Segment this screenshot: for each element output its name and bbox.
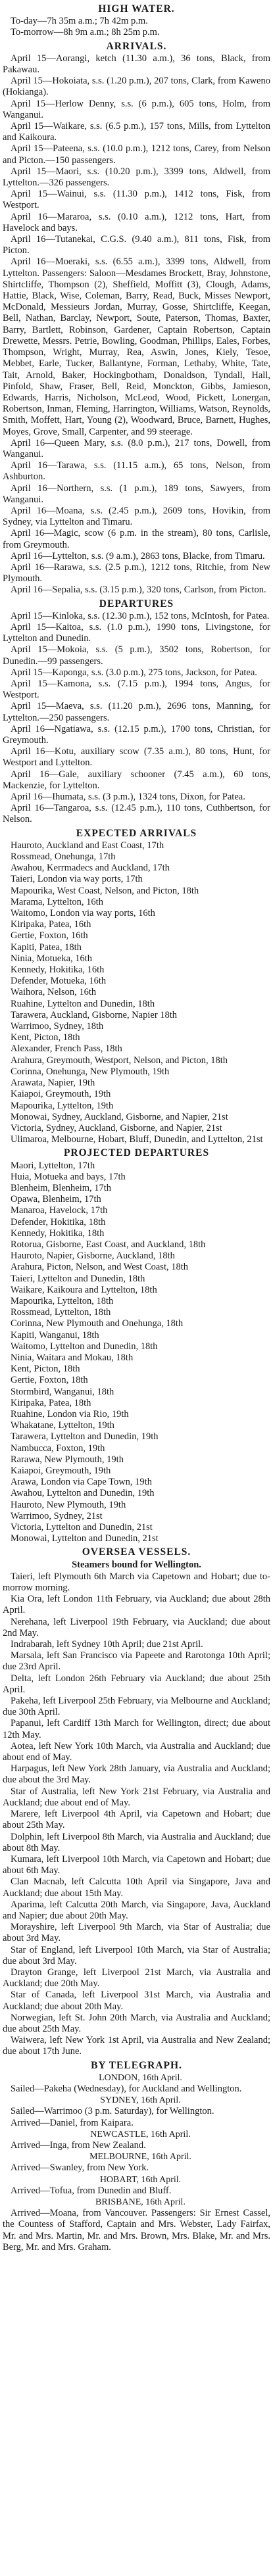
expected-arrival-entry: Kennedy, Hokitika, 16th [11,965,105,976]
projected-departure-entry: Kennedy, Hokitika, 18th [11,1228,105,1239]
expected-arrival-entry: Gertie, Foxton, 16th [11,930,88,942]
projected-departures-section [3,1147,270,1544]
expected-arrival-entry: Ulimaroa, Melbourne, Hobart, Bluff, Dunedin, and Lyttelton, 21st [11,1134,263,1145]
arrival-entry: April 15—Pateena, s.s. (10.0 p.m.), 1212 tons, Carey, from Nelson and Picton.—150 passengers. [3,143,270,166]
expected-arrival-entry: Arawata, Napier, 19th [11,1078,95,1089]
expected-arrival-entry: Kiripaka, Patea, 16th [11,919,91,930]
projected-departure-entry: Gertie, Foxton, 18th [11,1375,88,1386]
projected-departure-entry: Maori, Lyttelton, 17th [11,1160,95,1171]
telegraph-dateline: NEWCASTLE, 16th April. [90,2129,191,2139]
oversea-vessel-entry: Dolphin, left Liverpool 8th March, via Australia and Auckland; due about 8th May. [3,1831,270,1853]
expected-arrival-entry: Kent, Picton, 18th [11,1032,80,1043]
oversea-vessel-entry: Clan Macnab, left Calcutta 10th April via Singapore, Java and Auckland; due about 15th May. [3,1876,270,1899]
oversea-vessel-entry: Marere, left Liverpool 4th April, via Capetown and Hobart; due about 25th May. [3,1809,270,1831]
telegraph-entry: Sailed—Warrimoo (3 p.m. Saturday), for Wellington. [11,2106,214,2117]
telegraph-entry: Sailed—Pakeha (Wednesday), for Auckland and Wellington. [11,2083,242,2094]
expected-arrival-entry: Ninia, Motueka, 16th [11,953,93,964]
telegraph-entry: Arrived—Inga, from New Zealand. [11,2139,146,2151]
arrival-entry: April 15—Wainui, s.s. (11.30 p.m.), 1412 tons, Fisk, from Westport. [3,189,270,211]
expected-arrival-entry: Ruahine, Lyttelton and Dunedin, 18th [11,998,155,1009]
projected-departure-entry: Kent, Picton, 18th [11,1364,80,1375]
arrivals-heading: ARRIVALS. [106,40,167,52]
departure-entry: April 16—Ihumata, s.s. (3 p.m.), 1324 tons, Dixon, for Patea. [11,792,245,803]
telegraph-entry: Arrived—Tofua, from Dunedin and Bluff. [11,2185,172,2196]
oversea-vessels-subheading: Steamers bound for Wellington. [72,1559,201,1570]
telegraph-entry: Arrived—Moana, from Vancouver. Passengers: Sir Ernest Cassel, the Countess of Stafford, Captain and Mrs. Webster, Lady Fairfax, Mr. and Mrs. Martin, Mr. and Mrs. Brown, Mrs. Blake, Mr. and Mrs. Berg, Mr. and Mrs. Graham. [3,2208,270,2253]
telegraph-dateline: BRISBANE, 16th April. [95,2197,186,2207]
projected-departure-entry: Ruahine, London via Rio, 19th [11,1408,129,1419]
arrivals-list [3,53,270,596]
projected-departure-entry: Warrimoo, Sydney, 21st [11,1510,103,1521]
projected-departure-entry: Defender, Hokitika, 18th [11,1216,106,1228]
oversea-vessel-entry: Marsala, left San Francisco via Papeete and Rarotonga 10th April; due 23rd April. [3,1650,270,1673]
oversea-vessel-entry: Star of Canada, left Liverpool 31st March, via Australia and Auckland; due about 20th May. [3,1990,270,2012]
arrival-entry: April 15—Hokoiata, s.s. (1.20 p.m.), 207 tons, Clark, from Kaweno (Hokianga). [3,76,270,98]
departures-heading: DEPARTURES [99,598,174,609]
oversea-vessel-entry: Waiwera, left New York 1st April, via Australia and New Zealand; due about 17th June. [3,2035,270,2057]
projected-departure-entry: Hauroto, New Plymouth, 19th [11,1499,126,1510]
expected-arrival-entry: Awahou, Kerrmadecs and Auckland, 17th [11,863,170,874]
projected-departure-entry: Rossmead, Lyttelton, 18th [11,1307,111,1318]
departure-entry: April 15—Kamona, s.s. (7.15 p.m.), 1994 tons, Angus, for Westport. [3,678,270,701]
projected-departures-heading: PROJECTED DEPARTURES [63,1147,210,1159]
arrival-entry: April 16—Magic, scow (6 p.m. in the stream), 80 tons, Carlisle, from Greymouth. [3,528,270,550]
projected-departure-entry: Taieri, Lyttelton and Dunedin, 18th [11,1273,145,1284]
arrival-entry: April 16—Tarawa, s.s. (11.15 a.m.), 65 tons, Nelson, from Ashburton. [3,460,270,483]
expected-arrival-entry: Rossmead, Onehunga, 17th [11,851,116,863]
oversea-vessel-entry: Taieri, left Plymouth 6th March via Capetown and Hobart; due to-morrow morning. [3,1571,270,1594]
oversea-vessel-entry: Aparima, left Calcutta 20th March, via Singapore, Java, Auckland and Napier; due about 20th May. [3,1899,270,1921]
departure-entry: April 16—Gale, auxiliary schooner (7.45 a.m.), 60 tons, Mackenzie, for Lyttelton. [3,769,270,791]
departure-entry: April 16—Tangaroa, s.s. (12.45 p.m.), 110 tons, Cuthbertson, for Nelson. [3,803,270,825]
departure-entry: April 16—Ngatiawa, s.s. (12.15 p.m.), 1700 tons, Christian, for Greymouth. [3,723,270,746]
arrival-entry: April 15—Herlow Denny, s.s. (6 p.m.), 605 tons, Holm, from Wanganui. [3,98,270,120]
departures-list [3,611,270,826]
oversea-vessels-heading: OVERSEA VESSELS. [82,1546,191,1558]
telegraph-heading: BY TELEGRAPH. [91,2059,182,2071]
arrival-entry: April 16—Moana, s.s. (2.45 p.m.), 2609 tons, Hovikin, from Sydney, via Lyttelton and Timaru. [3,505,270,528]
departure-entry: April 15—Maeva, s.s. (11.20 p.m.), 2696 tons, Manning, for Lyttelton.—250 passengers. [3,701,270,723]
projected-departure-entry: Nambucca, Foxton, 19th [11,1443,105,1454]
telegraph-entry: Arrived—Daniel, from Kaipara. [11,2117,134,2128]
oversea-vessel-entry: Star of Australia, left New York 21st February, via Australia and Auckland; due about end of May. [3,1786,270,1808]
high-water-tomorrow: To-morrow—8h 9m a.m.; 8h 25m p.m. [11,27,160,38]
departure-entry: April 15—Mokoia, s.s. (5 p.m.), 3502 tons, Robertson, for Dunedin.—99 passengers. [3,644,270,667]
expected-arrival-entry: Mapourika, Lyttelton, 19th [11,1100,114,1111]
oversea-vessels-list [3,1571,270,2058]
departures-section [3,598,270,826]
projected-departure-entry: Waikare, Kaikoura and Lyttelton, 18th [11,1284,157,1295]
projected-departure-entry: Kiripaka, Patea, 18th [11,1397,91,1408]
oversea-vessel-entry: Drayton Grange, left Liverpool 21st March, via Australia and Auckland; due 20th May. [3,1967,270,1990]
expected-arrival-entry: Defender, Motueka, 16th [11,976,107,987]
arrival-entry: April 16—Moeraki, s.s. (6.55 a.m.), 3399 tons, Aldwell, from Lyttelton. Passengers: Saloon—Mesdames Brockett, Bray, Johnstone, Shirtcliffe, Thompson (2), Sheffield, Moffitt (3), Clough, Adams, Hattie, Black, Wise, Coleman, Barry, Read, Buck, Misses Newport, McDonald, Messieurs Jordan, Murray, Gosse, Shirtcliffe, Keegan, Bell, Nathan, Barclay, Newport, Soute, Paterson, Thomas, Baxter, Barry, Bartlett, Robinson, Gardener, Captain Robertson, Captain Drewette, Messrs. Petrie, Bowling, Goodman, Phillips, Eales, Forbes, Thompson, Wright, Murray, Rea, Aswin, Jones, Kiely, Tesoe, Mebbet, Earle, Tucker, Ballantyne, Forman, Lethaby, White, Tate, Tait, Arnold, Baker, Hockingbotham, Donaldson, Tyndall, Hall, Pinfold, Shaw, Fraser, Bell, Reid, Monckton, Gibbs, Jamieson, Edwards, Harris, Nicholson, McLeod, Wood, Pickett, Lonergan, Robertson, Inman, Fleming, Harrington, Williams, Watson, Reynolds, Smith, Moffett, Hart, Young (2), Woodward, Bruce, Barnett, Hughes, Moyes, Grove, Small, Carpenter, and 99 steerage. [3,256,270,437]
oversea-vessel-entry: Harpagus, left New York 28th January, via Australia and Auckland; due about the 3rd May. [3,1763,270,1786]
telegraph-section [3,2060,270,2253]
projected-departure-entry: Arahura, Picton, Nelson, and West Coast, 18th [11,1262,188,1273]
projected-departure-entry: Corinna, New Plymouth and Onehunga, 18th [11,1318,184,1329]
expected-arrivals-heading: EXPECTED ARRIVALS [76,827,197,839]
projected-departure-entry: Ninia, Waitara and Mokau, 18th [11,1352,134,1363]
expected-arrival-entry: Monowai, Sydney, Auckland, Gisborne, and Napier, 21st [11,1111,228,1122]
oversea-vessel-entry: Pakeha, left Liverpool 25th February, via Melbourne and Auckland; due 30th April. [3,1696,270,1718]
projected-departure-entry: Kaiapoi, Greymouth, 19th [11,1466,111,1476]
projected-departure-entry: Blenheim, Blenheim, 17th [11,1182,112,1193]
expected-arrival-entry: Marama, Lyttelton, 16th [11,896,103,907]
expected-arrivals-list [3,840,270,1145]
arrival-entry: April 15—Aorangi, ketch (11.30 a.m.), 36 tons, Black, from Pakawau. [3,53,270,76]
departure-entry: April 15—Kaponga, s.s. (3.0 p.m.), 275 tons, Jackson, for Patea. [11,667,257,678]
expected-arrival-entry: Victoria, Sydney, Auckland, Gisborne, and Napier, 21st [11,1122,222,1133]
high-water-heading: HIGH WATER. [98,3,175,14]
oversea-vessel-entry: Aotea, left New York 10th March, via Australia and Auckland; due about end of May. [3,1740,270,1763]
telegraph-entry: Arrived—Swanley, from New York. [11,2162,149,2174]
telegraph-blocks [3,2072,270,2253]
expected-arrival-entry: Alexander, French Pass, 18th [11,1043,122,1055]
projected-departure-entry: Huia, Motueka and bays, 17th [11,1171,126,1182]
oversea-vessel-entry: Morayshire, left Liverpool 9th March, via Star of Australia; due about 3rd May. [3,1922,270,1944]
expected-arrival-entry: Hauroto, Auckland and East Coast, 17th [11,840,164,851]
expected-arrival-entry: Waihora, Nelson, 16th [11,987,97,998]
arrivals-section [3,41,270,596]
arrival-entry: April 16—Tutanekai, C.G.S. (9.40 a.m.), 811 tons, Fisk, from Picton. [3,234,270,256]
expected-arrival-entry: Mapourika, West Coast, Nelson, and Picton, 18th [11,885,199,896]
high-water-section [3,3,270,39]
departure-entry: April 15—Kinloka, s.s. (12.30 p.m.), 152 tons, McIntosh, for Patea. [11,610,270,621]
projected-departures-list [3,1160,270,1545]
expected-arrival-entry: Arahura, Greymouth, Westport, Nelson, and Picton, 18th [11,1055,228,1066]
projected-departure-entry: Opawa, Blenheim, 17th [11,1194,101,1205]
oversea-vessel-entry: Nerehana, left Liverpool 19th February, via Auckland; due about 2nd May. [3,1616,270,1638]
high-water-today: To-day—7h 35m a.m.; 7h 42m p.m. [11,16,148,27]
telegraph-dateline: LONDON, 16th April. [99,2072,182,2083]
oversea-vessel-entry: Papanui, left Cardiff 13th March for Wellington, direct; due about 12th May. [3,1718,270,1740]
arrival-entry: April 16—Lyttelton, s.s. (9 a.m.), 2863 tons, Blacke, from Timaru. [11,550,265,561]
expected-arrival-entry: Tarawera, Auckland, Gisborne, Napier 18th [11,1009,178,1020]
arrival-entry: April 16—Rarawa, s.s. (2.5 p.m.), 1212 tons, Ritchie, from New Plymouth. [3,561,270,584]
arrival-entry: April 16—Sepalia, s.s. (3.15 p.m.), 320 tons, Carlson, from Picton. [11,584,266,596]
projected-departure-entry: Arawa, London via Cape Town, 19th [11,1477,152,1488]
departure-entry: April 15—Kaitoa, s.s. (1.0 p.m.), 1990 tons, Livingstone, for Lyttelton and Dunedin. [3,621,270,644]
telegraph-dateline: MELBOURNE, 16th April. [89,2152,191,2162]
projected-departure-entry: Manaroa, Havelock, 17th [11,1205,108,1216]
oversea-vessel-entry: Kumara, left Liverpool 10th March, via Capetown and Hobart; due about 6th May. [3,1853,270,1876]
oversea-vessel-entry: Star of England, left Liverpool 10th March, via Star of Australia; due about 3rd May. [3,1944,270,1967]
expected-arrival-entry: Taieri, London via way ports, 17th [11,874,143,885]
departure-entry: April 16—Kotu, auxiliary scow (7.35 a.m.), 80 tons, Hunt, for Westport and Lyttelton. [3,746,270,769]
expected-arrival-entry: Waitomo, London via way ports, 16th [11,908,155,919]
projected-departure-entry: Whakatane, Lyttelton, 19th [11,1420,114,1431]
arrival-entry: April 15—Waikare, s.s. (6.5 p.m.), 157 tons, Mills, from Lyttelton and Kaikoura. [3,121,270,143]
telegraph-dateline: SYDNEY, 16th April. [100,2095,181,2106]
arrival-entry: April 16—Queen Mary, s.s. (8.0 p.m.), 217 tons, Dowell, from Wanganui. [3,437,270,460]
projected-departure-entry: Tarawera, Lyttelton and Dunedin, 19th [11,1431,159,1443]
projected-departure-entry: Victoria, Lyttelton and Dunedin, 21st [11,1522,153,1533]
expected-arrivals-section [3,828,270,1146]
expected-arrival-entry: Corinna, Onehunga, New Plymouth, 19th [11,1066,170,1077]
projected-departure-entry: Rarawa, New Plymouth, 19th [11,1454,124,1465]
projected-departure-entry: Monowai, Lyttelton and Dunedin, 21st [11,1533,159,1544]
projected-departure-entry: Kapiti, Wanganui, 18th [11,1329,99,1341]
projected-departure-entry: Waitomo, Lyttelton and Dunedin, 18th [11,1341,158,1352]
telegraph-dateline: HOBART, 16th April. [99,2174,182,2185]
projected-departure-entry: Stormbird, Wanganui, 18th [11,1386,114,1397]
expected-arrival-entry: Kapiti, Patea, 18th [11,942,82,953]
projected-departure-entry: Hauroto, Napier, Gisborne, Auckland, 18th [11,1251,175,1262]
expected-arrival-entry: Kaiapoi, Greymouth, 19th [11,1089,111,1100]
oversea-vessel-entry: Norwegian, left St. John 20th March, via Australia and Auckland; due about 25th May. [3,2012,270,2034]
expected-arrival-entry: Warrimoo, Sydney, 18th [11,1021,104,1032]
arrival-entry: April 16—Northern, s.s. (1 p.m.), 189 tons, Sawyers, from Wanganui. [3,483,270,505]
projected-departure-entry: Awahou, Lyttelton and Dunedin, 19th [11,1488,155,1499]
oversea-vessels-section [3,1546,270,2057]
oversea-vessel-entry: Indrabarah, left Sydney 10th April; due 21st April. [11,1639,203,1650]
arrival-entry: April 15—Maori, s.s. (10.20 p.m.), 3399 tons, Aldwell, from Lyttelton.—326 passengers. [3,166,270,189]
projected-departure-entry: Mapourika, Lyttelton, 18th [11,1295,114,1306]
oversea-vessel-entry: Kia Ora, left London 11th February, via Auckland; due about 28th April. [3,1594,270,1616]
arrival-entry: April 16—Mararoa, s.s. (0.10 a.m.), 1212 tons, Hart, from Havelock and bays. [3,211,270,233]
projected-departure-entry: Rotorua, Gisborne, East Coast, and Auckland, 18th [11,1239,206,1250]
oversea-vessel-entry: Delta, left London 26th February via Auckland; due about 25th April. [3,1673,270,1695]
